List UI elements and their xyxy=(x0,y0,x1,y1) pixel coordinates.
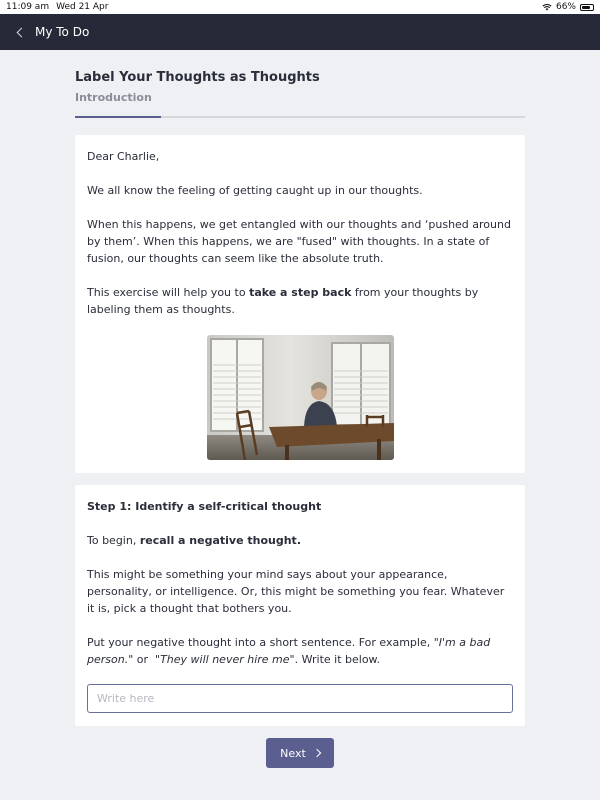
wifi-icon xyxy=(542,3,552,11)
next-wrap xyxy=(75,738,525,768)
step-p3-text: Put your negative thought into a short sentence. For example, xyxy=(87,636,434,649)
step-paragraph-1 xyxy=(87,532,513,549)
next-label: Next xyxy=(280,746,306,760)
intro-photo xyxy=(207,335,394,460)
step-p1-bold: recall a negative thought. xyxy=(139,534,301,547)
battery-icon xyxy=(580,4,594,11)
intro-p3-bold: take a step back xyxy=(249,286,352,299)
next-button[interactable] xyxy=(266,738,334,768)
status-bar xyxy=(0,0,600,14)
intro-paragraph-1: We all know the feeling of getting caught up in our thoughts. xyxy=(87,184,423,197)
chevron-right-icon xyxy=(313,749,321,757)
progress-bar xyxy=(75,116,525,118)
page-subtitle: Introduction xyxy=(75,91,152,104)
step-p3-mid: or xyxy=(133,653,156,666)
battery-percent: 66% xyxy=(555,2,576,12)
status-time: 11:09 am xyxy=(6,2,50,12)
step-card xyxy=(75,485,525,726)
photo-wrap xyxy=(87,335,513,460)
step-p1-text: To begin, xyxy=(87,534,140,547)
back-label: My To Do xyxy=(35,25,90,39)
chevron-left-icon xyxy=(17,27,27,37)
intro-p3-text-end: from your thoughts by labeling them as thoughts. xyxy=(87,286,479,316)
back-button[interactable] xyxy=(14,25,89,39)
main-content xyxy=(75,50,525,768)
page-title: Label Your Thoughts as Thoughts xyxy=(75,70,320,85)
thought-input[interactable] xyxy=(87,684,513,713)
photo-illustration xyxy=(207,335,394,460)
example-1: "I'm a bad person." xyxy=(87,636,491,666)
intro-paragraph-3 xyxy=(87,284,513,318)
step-p3-end: . Write it below. xyxy=(294,653,381,666)
status-date: Wed 21 Apr xyxy=(56,2,109,12)
example-2: "They will never hire me" xyxy=(155,653,295,666)
step-heading: Step 1: Identify a self-critical thought xyxy=(87,500,322,513)
intro-paragraph-2: When this happens, we get entangled with our thoughts and ‘pushed around by them’. When this happens, we are "fused" with thoughts. In a state of fusion, our thoughts can seem like the absolute truth. xyxy=(87,218,511,265)
progress-fill xyxy=(75,116,161,118)
step-paragraph-2: This might be something your mind says about your appearance, personality, or intelligence. Or, this might be something you fear. Whatever it is, pick a thought that bothers you. xyxy=(87,568,505,615)
intro-p3-text: This exercise will help you to xyxy=(87,286,250,299)
step-paragraph-3 xyxy=(87,634,513,668)
intro-card xyxy=(75,135,525,473)
navbar xyxy=(0,14,600,50)
greeting: Dear Charlie, xyxy=(87,150,160,163)
